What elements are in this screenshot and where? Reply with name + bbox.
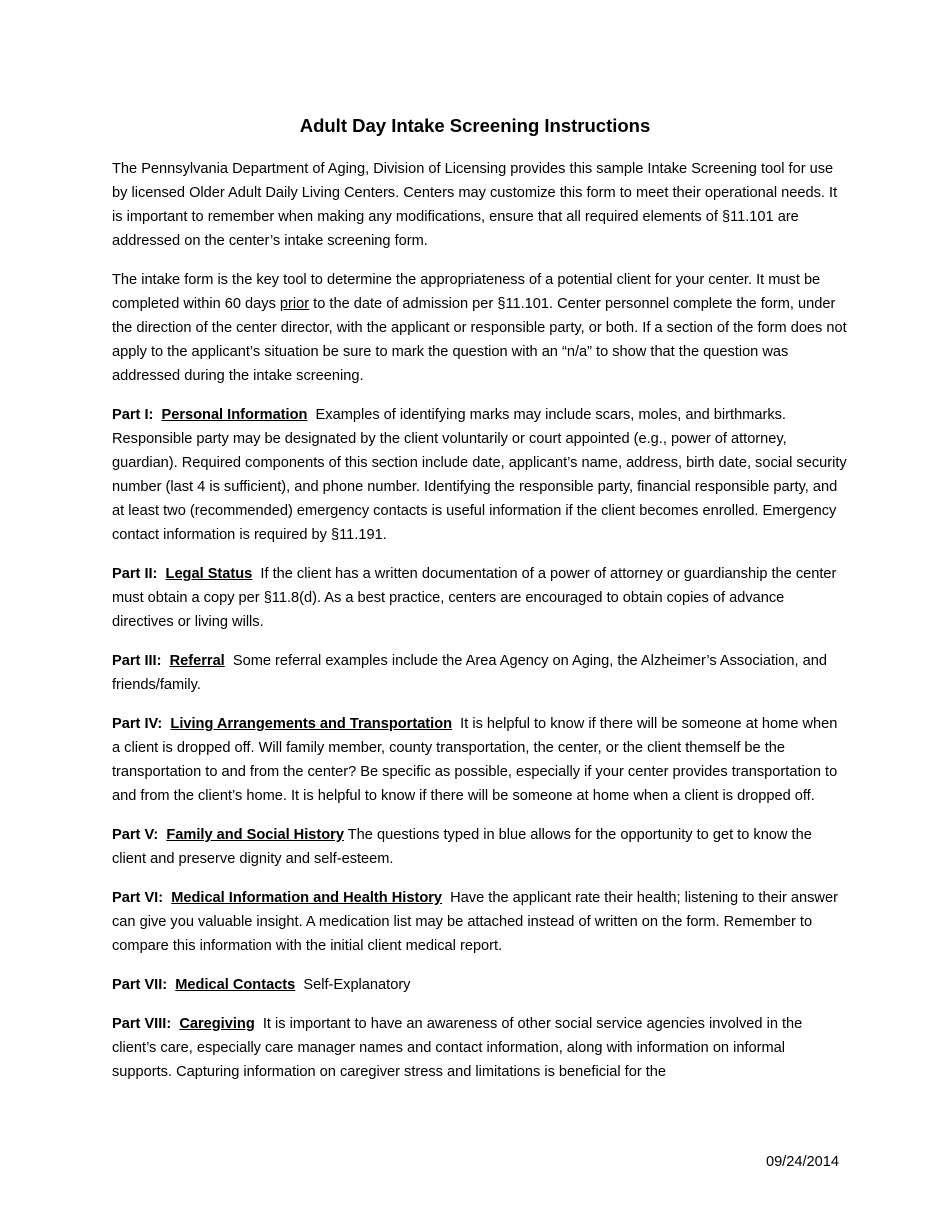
part-text: It is important to have an awareness of other social service agencies involved in the client’s care, especially care manager names and contact information, along with information on informal supports. Capturing information on caregiver stress and limitations is beneficial for the [112, 1016, 803, 1080]
part-label: Part V: [112, 827, 159, 843]
intro-paragraph-2-end: to the date of admission per §11.101. Center personnel complete the form, under the direction of the center director, with the applicant or responsible party, or both. If a section of the form does not apply to the applicant’s situation be sure to mark the question with an “n/a” to show that the question was addressed during the intake screening. [112, 296, 847, 384]
part-title: Caregiving [179, 1016, 255, 1032]
intro-paragraph-1: The Pennsylvania Department of Aging, Division of Licensing provides this sample Intake Screening tool for use by licensed Older Adult Daily Living Centers. Centers may customize this form to meet their operational needs. It is important to remember when making any modifications, ensure that all required elements of §11.101 are addressed on the center’s intake screening form. [112, 161, 838, 249]
part-label: Part III: [112, 653, 162, 669]
underlined-prior: prior [279, 296, 310, 312]
footer-date: 09/24/2014 [765, 1154, 839, 1170]
part-label: Part VI: [112, 890, 164, 906]
part-title: Family and Social History [166, 827, 344, 843]
part-4-paragraph [112, 712, 847, 808]
part-title: Medical Information and Health History [171, 890, 443, 906]
part-label: Part II: [112, 566, 158, 582]
part-text: Have the applicant rate their health; listening to their answer can give you valuable insight. A medication list may be attached instead of written on the form. Remember to compare this information with the initial client medical report. [112, 890, 838, 954]
part-text: Examples of identifying marks may include scars, moles, and birthmarks. Responsible party may be designated by the client voluntarily or court appointed (e.g., power of attorney, guardian). Required components of this section include date, applicant’s name, address, birth date, social security number (last 4 is sufficient), and phone number. Identifying the responsible party, financial responsible party, and at least two (recommended) emergency contacts is useful information if the client becomes enrolled. Emergency contact information is required by §11.191. [112, 407, 847, 543]
part-label: Part VII: [112, 977, 168, 993]
part-label: Part VIII: [112, 1016, 172, 1032]
part-title: Legal Status [165, 566, 253, 582]
part-title: Medical Contacts [175, 977, 296, 993]
part-3-paragraph [112, 649, 847, 697]
part-2-paragraph [112, 562, 847, 634]
part-5-paragraph [112, 823, 847, 871]
intro-paragraph-2 [112, 268, 847, 388]
part-8-paragraph [112, 1012, 847, 1084]
page-title: Adult Day Intake Screening Instructions [299, 115, 651, 136]
part-title: Living Arrangements and Transportation [170, 716, 453, 732]
part-text: Self-Explanatory [303, 977, 411, 993]
part-6-paragraph [112, 886, 847, 958]
part-1-paragraph [112, 403, 847, 547]
intro-paragraph-2-start: The intake form is the key tool to determine the appropriateness of a potential client for your center. It must be completed within 60 days [112, 272, 821, 312]
part-text: The questions typed in blue allows for the opportunity to get to know the client and preserve dignity and self-esteem. [112, 827, 812, 867]
part-7-paragraph [112, 973, 847, 997]
part-title: Referral [169, 653, 225, 669]
part-text: It is helpful to know if there will be someone at home when a client is dropped off. Will family member, county transportation, the center, or the client themself be the transportation to and from the center? Be specific as possible, especially if your center provides transportation to and from the client’s home. It is helpful to know if there will be someone at home when a client is dropped off. [112, 716, 838, 804]
part-text: If the client has a written documentation of a power of attorney or guardianship the center must obtain a copy per §11.8(d). As a best practice, centers are encouraged to obtain copies of advance directives or living wills. [112, 566, 837, 630]
document-body [112, 157, 847, 1099]
part-label: Part IV: [112, 716, 163, 732]
part-label: Part I: [112, 407, 154, 423]
part-title: Personal Information [161, 407, 308, 423]
part-text: Some referral examples include the Area Agency on Aging, the Alzheimer’s Association, and friends/family. [112, 653, 827, 693]
